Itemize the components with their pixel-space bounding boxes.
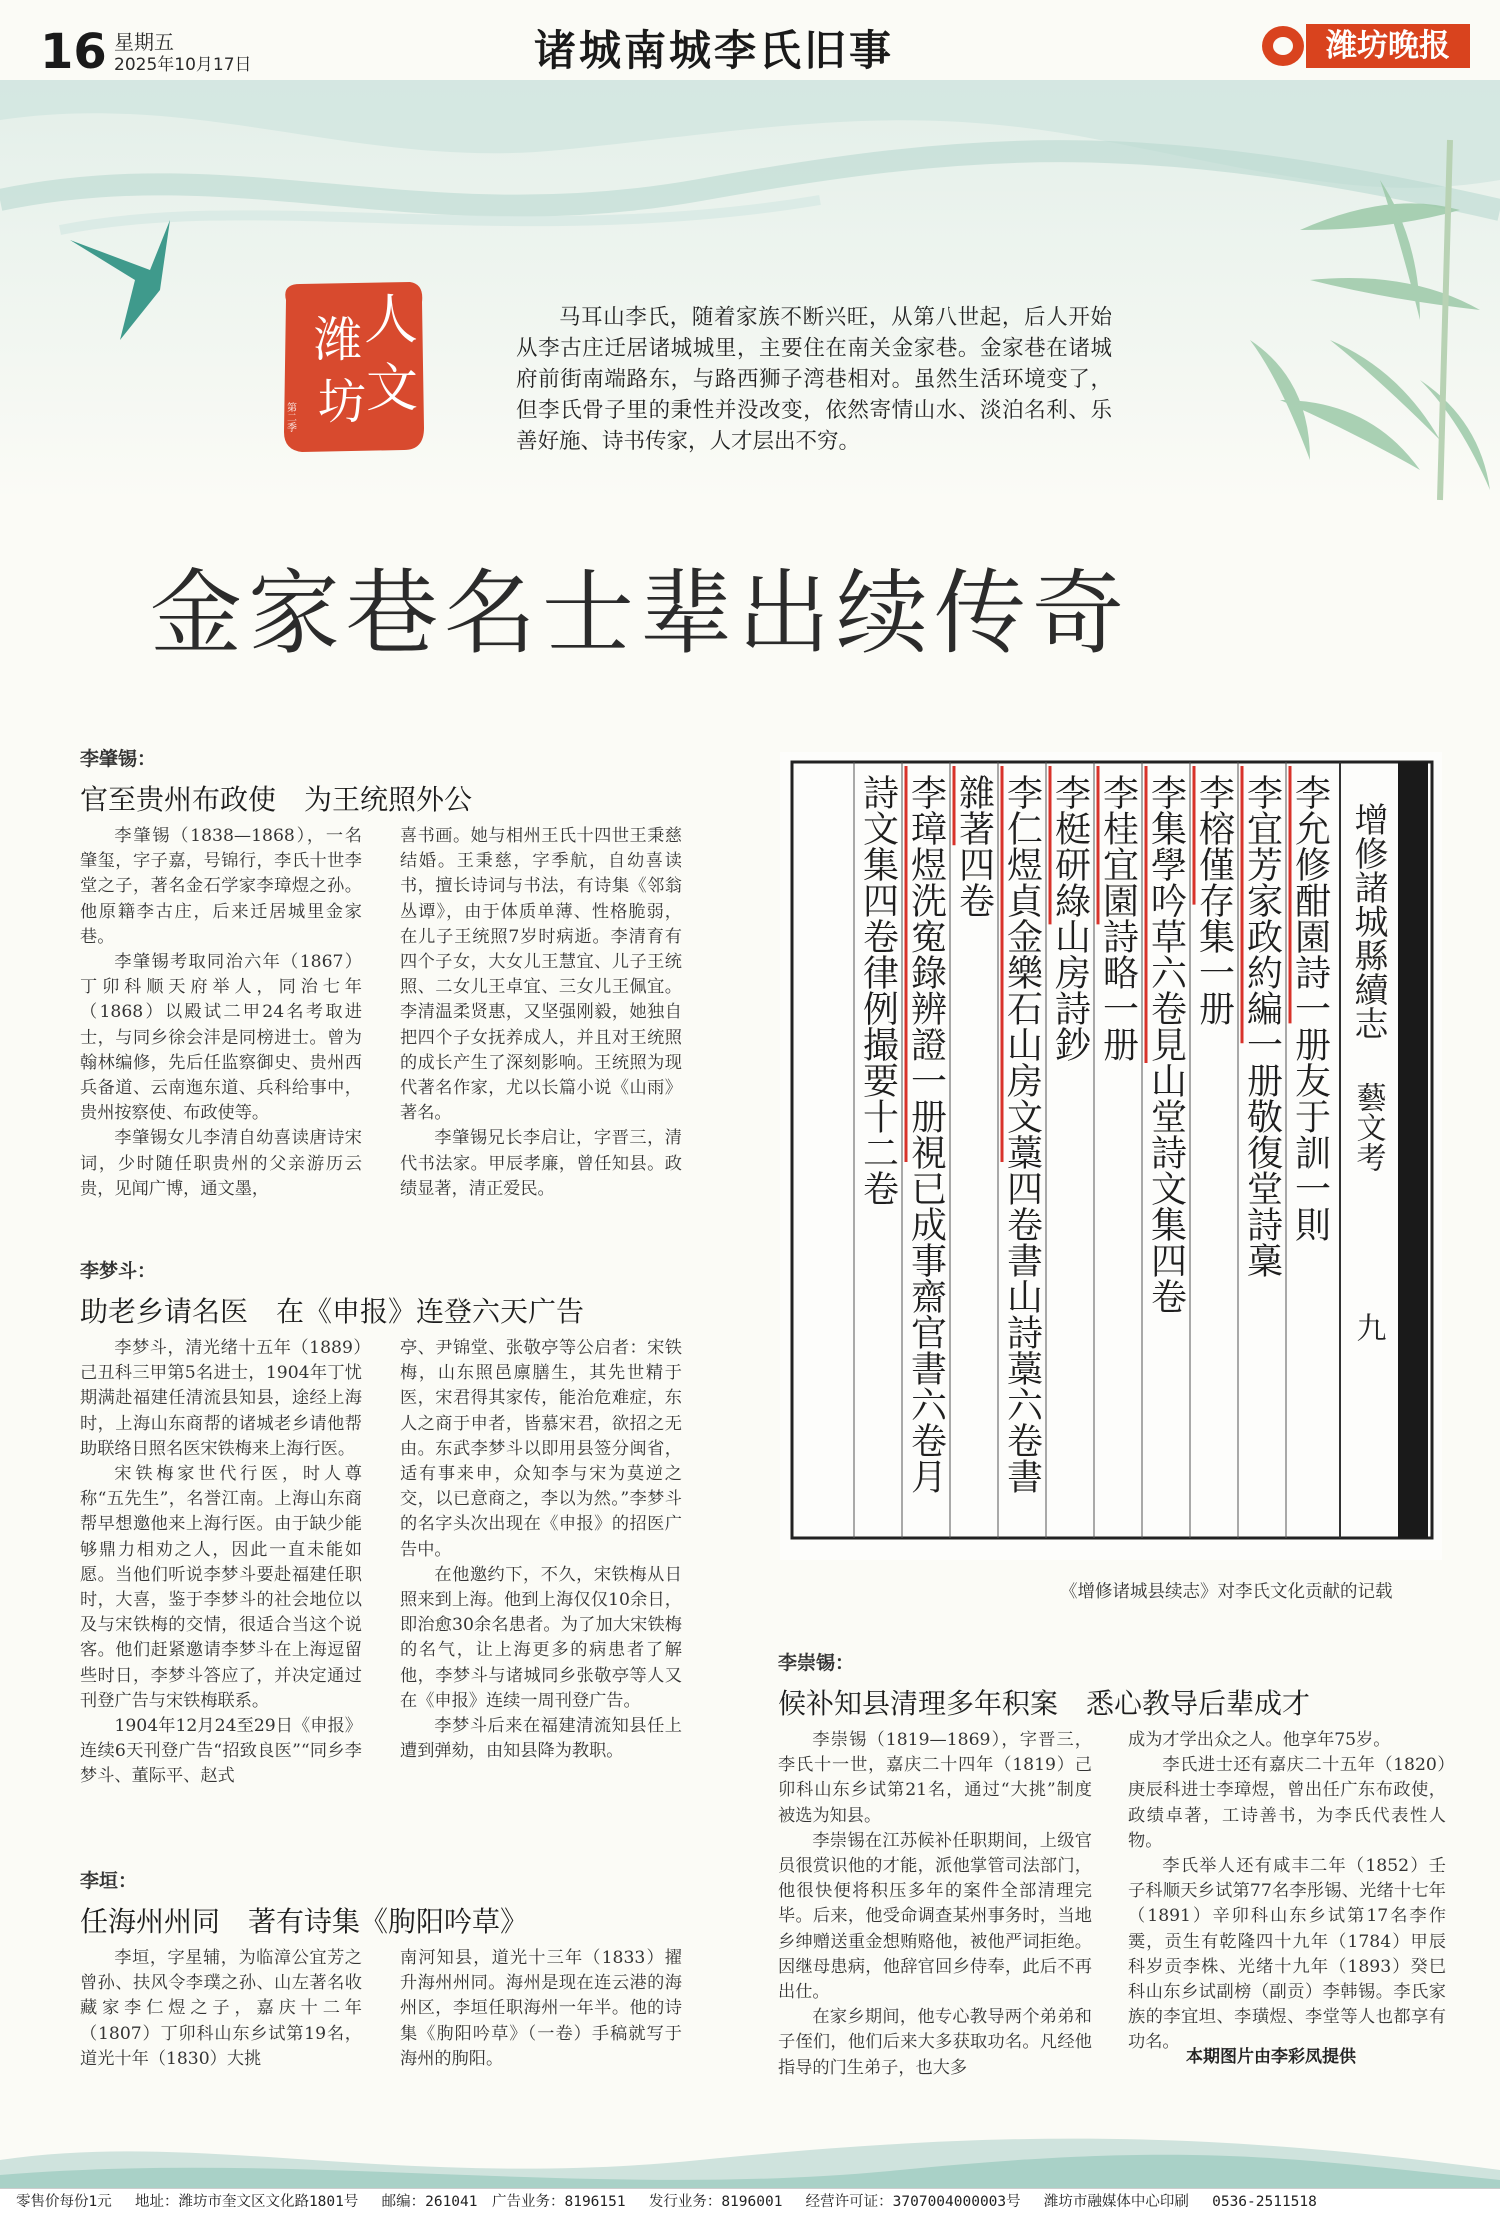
gazetteer-column-text: 李集學吟草六卷見山堂詩文集四卷 — [1145, 774, 1187, 1314]
gazetteer-photo — [780, 752, 1442, 1560]
paragraph: 李肇锡（1838—1868），一名肇玺，字子嘉，号锦行，李氏十世李堂之子，著名金石学家李璋煜之孙。他原籍李古庄，后来迁居城里金家巷。 — [80, 826, 362, 947]
seal-char: 潍 — [314, 312, 363, 368]
footer-info-bar: 零售价每份1元 地址：潍坊市奎文区文化路1801号 邮编：261041 广告业务：8196151 发行业务：8196001 经营许可证：3707004000003号 潍坊市融媒体中心印刷 0536-2511518 — [0, 2188, 1500, 2215]
article-column — [400, 1946, 682, 2072]
paragraph: 李肇锡考取同治六年（1867）丁卯科顺天府举人，同治七年（1868）以殿试二甲24名考取进士，与同乡徐会沣是同榜进士。曾为翰林编修，先后任监察御史、贵州西兵备道、云南迤东道、兵科给事中，贵州按察使、布政使等。 — [80, 952, 362, 1124]
logo-swirl-icon — [1262, 26, 1304, 66]
page-title: 诸城南城李氏旧事 — [534, 26, 895, 75]
paragraph: 在家乡期间，他专心教导两个弟弟和子侄们，他们后来大多获取功名。凡经他指导的门生弟子，也大多 — [778, 2007, 1092, 2078]
gazetteer-column-text: 李梃研綠山房詩鈔 — [1049, 774, 1091, 1062]
gazetteer-column-text: 雜著四卷 — [953, 774, 995, 918]
page-number: 16 — [40, 24, 107, 80]
article-column — [778, 1728, 1092, 2081]
gazetteer-page-marker: 九 — [1350, 1312, 1386, 1342]
issue-date: 2025年10月17日 — [114, 55, 252, 75]
paragraph: 李垣，字星辅，为临漳公宜芳之曾孙、扶风令李璞之孙、山左著名收藏家李仁煜之子，嘉庆十二年（1807）丁卯科山东乡试第19名，道光十年（1830）大挑 — [80, 1948, 362, 2069]
paragraph: 亭、尹锦堂、张敬亭等公启者：宋铁梅，山东照邑廪膳生，其先世精于医，宋君得其家传，能治危难症，东人之商于申者，皆慕宋君，欲招之无由。东武李梦斗以即用县签分闽省，适有事来申，众知李与宋为莫逆之交，以已意商之，李以为然。”李梦斗的名字头次出现在《申报》的招医广告中。 — [400, 1338, 682, 1560]
paragraph: 李肇锡女儿李清自幼喜读唐诗宋词，少时随任职贵州的父亲游历云贵，见闻广博，通文墨， — [80, 1128, 362, 1199]
paragraph: 成为才学出众之人。他享年75岁。 — [1128, 1730, 1391, 1750]
article-column — [1128, 1728, 1446, 2056]
paragraph: 李氏进士还有嘉庆二十五年（1820）庚辰科进士李璋煜，曾出任广东布政使，政绩卓著，工诗善书，为李氏代表性人物。 — [1128, 1755, 1446, 1851]
section-title: 候补知县清理多年积案 悉心教导后辈成才 — [778, 1687, 1311, 1720]
seal-season: 第二季 — [284, 402, 296, 432]
gazetteer-header: 增修諸城縣續志 — [1348, 802, 1388, 1040]
page-header — [0, 0, 1500, 80]
paragraph: 李氏举人还有咸丰二年（1852）壬子科顺天乡试第77名李彤锡、光绪十七年（1891）辛卯科山东乡试第17名李作霙，贡生有乾隆四十九年（1784）甲辰科岁贡李株、光绪十九年（1893）癸巳科山东乡试副榜（副贡）李韩锡。李氏家族的李宜坦、李璜煜、李堂等人也都享有功名。 — [1128, 1856, 1446, 2053]
paragraph: 李崇锡（1819—1869），字晋三，李氏十一世，嘉庆二十四年（1819）己卯科山东乡试第21名，通过“大挑”制度被选为知县。 — [778, 1730, 1092, 1826]
seal-char: 坊 — [318, 374, 367, 430]
section-title: 助老乡请名医 在《申报》连登六天广告 — [80, 1295, 585, 1328]
paragraph: 在他邀约下，不久，宋铁梅从日照来到上海。他到上海仅仅10余日，即治愈30余名患者。为了加大宋铁梅的名气，让上海更多的病患者了解他，李梦斗与诸城同乡张敬亭等人又在《申报》连续一周刊登广告。 — [400, 1564, 682, 1711]
gazetteer-column-text: 李允修酣園詩一册友于訓一則 — [1289, 774, 1331, 1242]
gazetteer-column-text: 李宜芳家政約編一册敬復堂詩稾 — [1241, 774, 1283, 1278]
article-column — [400, 1336, 682, 1764]
section-label: 李梦斗： — [80, 1260, 157, 1282]
gazetteer-column-text: 李榕僅存集一册 — [1193, 774, 1235, 1026]
weekday: 星期五 — [114, 30, 174, 54]
photo-credit: 本期图片由李彩凤提供 — [1186, 2047, 1356, 2067]
paragraph: 1904年12月24至29日《申报》连续6天刊登广告“招致良医”“同乡李梦斗、董际平、赵式 — [80, 1716, 362, 1787]
article-column — [80, 1336, 362, 1790]
article-column — [400, 824, 682, 1202]
paragraph: 宋铁梅家世代行医，时人尊称“五先生”，名誉江南。上海山东商帮早想邀他来上海行医。由于缺少能够鼎力相劝之人，因此一直未能如愿。当他们听说李梦斗要赴福建任职时，大喜，鉴于李梦斗的社会地位以及与宋铁梅的交情，很适合当这个说客。他们赶紧邀请李梦斗在上海逗留些时日，李梦斗答应了，并决定通过刊登广告与宋铁梅联系。 — [80, 1464, 362, 1711]
paragraph: 李崇锡在江苏候补任职期间，上级官员很赏识他的才能，派他掌管司法部门，他很快便将积压多年的案件全部清理完毕。后来，他受命调查某州事务时，当地乡绅赠送重金想贿赂他，被他严词拒绝。因继母患病，他辞官回乡侍奉，此后不再出仕。 — [778, 1830, 1092, 2003]
photo-caption: 《增修诸城县续志》对李氏文化贡献的记载 — [1060, 1582, 1393, 1602]
seal-char: 文 — [366, 359, 419, 419]
gazetteer-column-text: 李璋煜洗寃錄辨證一册視已成事齋官書六卷月 — [905, 774, 947, 1494]
main-headline: 金家巷名士辈出续传奇 — [150, 560, 1131, 667]
masthead-name: 潍坊晚报 — [1306, 24, 1470, 68]
section-title: 任海州州同 著有诗集《朐阳吟草》 — [80, 1905, 529, 1938]
paragraph: 李梦斗，清光绪十五年（1889）己丑科三甲第5名进士，1904年丁忧期满赴福建任清流县知县，途经上海时，上海山东商帮的诸城老乡请他帮助联络日照名医宋铁梅来上海行医。 — [80, 1338, 362, 1459]
gazetteer-column-text: 李仁煜貞金樂石山房文藁四卷書山詩藁六卷書 — [1001, 774, 1043, 1494]
paragraph: 喜书画。她与相州王氏十四世王秉慈结婚。王秉慈，字季航，自幼喜读书，擅长诗词与书法，有诗集《邻翁丛谭》，由于体质单薄、性格脆弱，在儿子王统照7岁时病逝。李清育有四个子女，大女儿王慧宜、儿子王统照、二女儿王卓宜、三女儿王佩宜。李清温柔贤惠，又坚强刚毅，她独自把四个子女抚养成人，并且对王统照的成长产生了深刻影响。王统照为现代著名作家，尤以长篇小说《山雨》著名。 — [400, 826, 682, 1124]
column-seal — [278, 278, 428, 456]
paragraph: 李梦斗后来在福建清流知县任上遭到弹劾，由知县降为教职。 — [400, 1716, 682, 1762]
section-label: 李肇锡： — [80, 748, 157, 770]
gazetteer-page-image — [780, 752, 1442, 1560]
section-label: 李垣： — [80, 1870, 138, 1892]
gazetteer-column-text: 詩文集四卷律例撮要十二卷 — [857, 774, 899, 1206]
section-label: 李崇锡： — [778, 1652, 855, 1674]
section-title: 官至贵州布政使 为王统照外公 — [80, 783, 473, 816]
intro-paragraph: 马耳山李氏，随着家族不断兴旺，从第八世起，后人开始从李古庄迁居诸城城里，主要住在南关金家巷。金家巷在诸城府前街南端路东，与路西狮子湾巷相对。虽然生活环境变了，但李氏骨子里的秉性并没改变，依然寄情山水、淡泊名利、乐善好施、诗书传家，人才层出不穷。 — [516, 305, 1112, 454]
seal-char: 人 — [364, 288, 418, 351]
gazetteer-column-text: 李桂宜園詩略一册 — [1097, 774, 1139, 1062]
paragraph: 李肇锡兄长李启让，字晋三，清代书法家。甲辰孝廉，曾任知县。政绩显著，清正爱民。 — [400, 1128, 682, 1199]
masthead-logo — [1262, 22, 1472, 70]
gazetteer-section: 藝文考 — [1350, 1082, 1386, 1172]
paragraph: 南河知县，道光十三年（1833）擢升海州州同。海州是现在连云港的海州区，李垣任职海州一年半。他的诗集《朐阳吟草》（一卷）手稿就写于海州的朐阳。 — [400, 1948, 682, 2069]
article-column — [80, 824, 362, 1202]
article-column — [80, 1946, 362, 2072]
